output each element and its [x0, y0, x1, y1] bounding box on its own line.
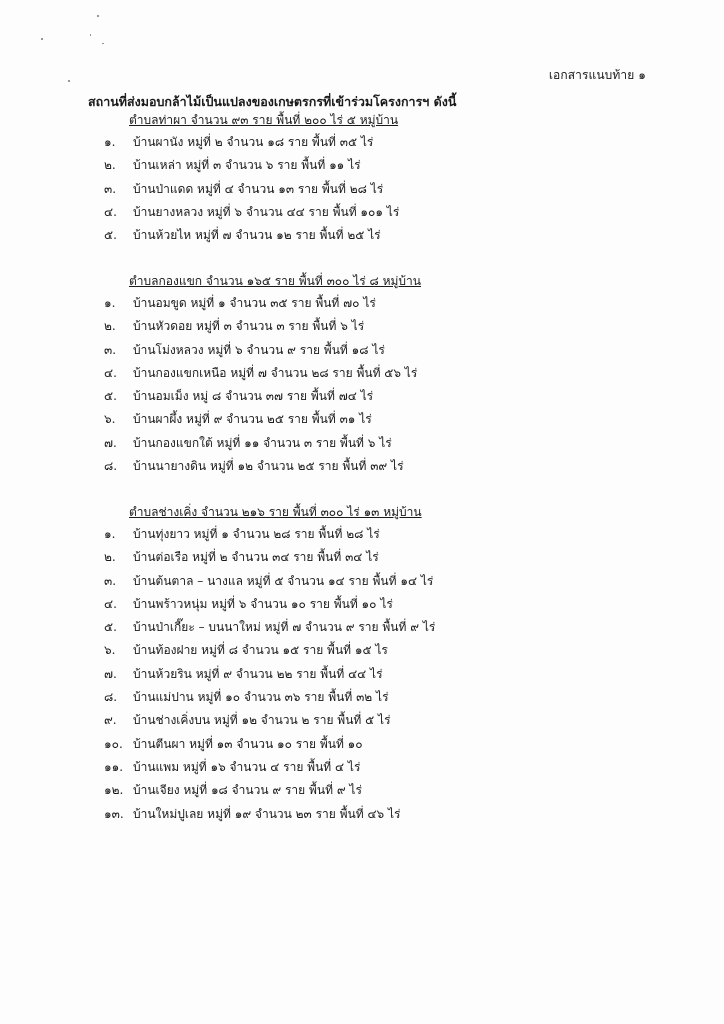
village-number: ๔.	[104, 204, 117, 219]
village-number: ๒.	[104, 550, 116, 565]
village-text: บ้านเหล่า หมู่ที่ ๓ จำนวน ๖ ราย พื้นที่ ๑๑ ไร่	[133, 158, 361, 173]
village-text: บ้านหัวดอย หมู่ที่ ๓ จำนวน ๓ ราย พื้นที่ ๖ ไร่	[133, 319, 365, 334]
village-text: บ้านยางหลวง หมู่ที่ ๖ จำนวน ๔๔ ราย พื้นที่ ๑๐๑ ไร่	[133, 204, 400, 219]
village-text: บ้านพร้าวหนุ่ม หมู่ที่ ๖ จำนวน ๑๐ ราย พื้นที่ ๑๐ ไร่	[133, 596, 393, 611]
village-item	[104, 455, 664, 478]
village-text: บ้านอมเม็ง หมู่ ๘ จำนวน ๓๗ ราย พื้นที่ ๗๔ ไร่	[133, 389, 374, 404]
village-text: บ้านท้องฝาย หมู่ที่ ๘ จำนวน ๑๕ ราย พื้นที่ ๑๕ ไร	[133, 643, 388, 658]
village-item	[104, 686, 664, 709]
village-item	[104, 639, 664, 662]
village-item	[104, 315, 664, 338]
village-number: ๑๓.	[104, 806, 124, 821]
village-text: บ้านอมขูด หมู่ที่ ๑ จำนวน ๓๕ ราย พื้นที่ ๗๐ ไร่	[133, 296, 376, 310]
village-item	[104, 432, 664, 455]
village-text: บ้านช่างเคิ่งบน หมู่ที่ ๑๒ จำนวน ๒ ราย พื้นที่ ๕ ไร่	[133, 713, 391, 728]
scan-speck	[90, 34, 91, 36]
village-item	[104, 779, 664, 802]
scan-speck	[41, 38, 43, 40]
village-number: ๙.	[104, 713, 117, 728]
village-text: บ้านแม่ปาน หมู่ที่ ๑๐ จำนวน ๓๖ ราย พื้นที่ ๓๒ ไร่	[133, 690, 389, 705]
village-text: บ้านแพม หมู่ที่ ๑๖ จำนวน ๔ ราย พื้นที่ ๔ ไร่	[133, 759, 361, 774]
village-text: บ้านโม่งหลวง หมู่ที่ ๖ จำนวน ๙ ราย พื้นที่ ๑๘ ไร่	[133, 342, 385, 357]
village-text: บ้านต้นตาล – นางแล หมู่ที่ ๕ จำนวน ๑๔ ราย พื้นที่ ๑๔ ไร่	[133, 573, 434, 588]
village-item	[104, 803, 664, 826]
village-text: บ้านห้วยไห หมู่ที่ ๗ จำนวน ๑๒ ราย พื้นที่ ๒๕ ไร่	[133, 228, 381, 243]
village-item	[104, 523, 664, 546]
village-number: ๑.	[104, 296, 116, 310]
village-number: ๒.	[104, 158, 116, 173]
village-item	[104, 201, 664, 224]
village-text: บ้านผาผึ้ง หมู่ที่ ๙ จำนวน ๒๕ ราย พื้นที่ ๓๑ ไร่	[133, 412, 372, 427]
village-number: ๒.	[104, 319, 116, 334]
scan-speck	[68, 80, 70, 82]
village-text: บ้านกองแขกใต้ หมู่ที่ ๑๑ จำนวน ๓ ราย พื้นที่ ๖ ไร่	[133, 435, 392, 450]
document-title: สถานที่ส่งมอบกล้าไม้เป็นแปลงของเกษตรกรที่เข้าร่วมโครงการฯ ดังนี้	[88, 94, 457, 109]
village-text: บ้านนายางดิน หมู่ที่ ๑๒ จำนวน ๒๕ ราย พื้นที่ ๓๙ ไร่	[133, 459, 404, 474]
village-item	[104, 570, 664, 593]
village-text: บ้านป่าแดด หมู่ที่ ๔ จำนวน ๑๓ ราย พื้นที่ ๒๘ ไร่	[133, 181, 384, 196]
village-item	[104, 362, 664, 385]
village-number: ๑.	[104, 527, 116, 541]
section-heading: ตำบลช่างเคิ่ง จำนวน ๒๑๖ ราย พื้นที่ ๓๐๐ ไร่ ๑๓ หมู่บ้าน	[129, 505, 422, 519]
village-number: ๘.	[104, 690, 118, 705]
section-heading: ตำบลท่าผา จำนวน ๙๓ ราย พื้นที่ ๒๐๐ ไร่ ๕ หมู่บ้าน	[129, 113, 399, 127]
village-number: ๓.	[104, 573, 117, 588]
subdistrict-section-kong-khaek	[104, 270, 664, 478]
village-item	[104, 709, 664, 732]
village-item	[104, 733, 664, 756]
village-item	[104, 756, 664, 779]
village-item	[104, 593, 664, 616]
village-number: ๑๑.	[104, 759, 124, 774]
village-item	[104, 131, 664, 154]
village-number: ๖.	[104, 643, 116, 658]
village-text: บ้านทุ่งยาว หมู่ที่ ๑ จำนวน ๒๘ ราย พื้นที่ ๒๘ ไร่	[133, 527, 380, 541]
village-text: บ้านต่อเรือ หมู่ที่ ๒ จำนวน ๓๔ ราย พื้นที่ ๓๔ ไร่	[133, 550, 379, 565]
village-item	[104, 292, 664, 315]
village-item	[104, 663, 664, 686]
village-item	[104, 224, 664, 247]
subdistrict-section-tha-pha	[104, 109, 664, 247]
village-number: ๕.	[104, 620, 117, 635]
village-text: บ้านป่าเกี๊ยะ – บนนาใหม่ หมู่ที่ ๗ จำนวน ๙ ราย พื้นที่ ๙ ไร่	[133, 620, 436, 635]
village-number: ๑๐.	[104, 736, 123, 751]
subdistrict-section-chang-khoeng	[104, 501, 664, 826]
village-text: บ้านใหม่ปูเลย หมู่ที่ ๑๙ จำนวน ๒๓ ราย พื้นที่ ๔๖ ไร่	[133, 806, 401, 821]
attachment-label: เอกสารแนบท้าย ๑	[548, 68, 646, 82]
village-number: ๖.	[104, 412, 116, 427]
village-item	[104, 408, 664, 431]
village-number: ๓.	[104, 181, 117, 196]
village-number: ๗.	[104, 666, 117, 681]
village-text: บ้านห้วยริน หมู่ที่ ๙ จำนวน ๒๒ ราย พื้นที่ ๔๔ ไร่	[133, 666, 383, 681]
scan-speck	[102, 43, 104, 44]
village-text: บ้านตีนผา หมู่ที่ ๑๓ จำนวน ๑๐ ราย พื้นที่ ๑๐	[133, 736, 363, 751]
scan-speck	[97, 15, 99, 17]
village-number: ๕.	[104, 228, 117, 243]
village-number: ๑.	[104, 135, 116, 149]
village-item	[104, 154, 664, 177]
village-item	[104, 385, 664, 408]
village-item	[104, 616, 664, 639]
village-number: ๓.	[104, 342, 117, 357]
village-number: ๗.	[104, 435, 117, 450]
village-text: บ้านเจียง หมู่ที่ ๑๘ จำนวน ๙ ราย พื้นที่ ๙ ไร่	[133, 783, 362, 798]
village-item	[104, 178, 664, 201]
village-text: บ้านผานัง หมู่ที่ ๒ จำนวน ๑๘ ราย พื้นที่ ๓๕ ไร่	[133, 135, 374, 149]
village-text: บ้านกองแขกเหนือ หมู่ที่ ๗ จำนวน ๒๘ ราย พื้นที่ ๕๖ ไร่	[133, 365, 418, 380]
village-number: ๑๒.	[104, 783, 124, 798]
village-number: ๘.	[104, 459, 118, 474]
section-heading: ตำบลกองแขก จำนวน ๑๖๕ ราย พื้นที่ ๓๐๐ ไร่ ๘ หมู่บ้าน	[129, 274, 421, 288]
village-number: ๔.	[104, 596, 117, 611]
village-item	[104, 546, 664, 569]
village-item	[104, 339, 664, 362]
village-number: ๔.	[104, 365, 117, 380]
village-number: ๕.	[104, 389, 117, 404]
